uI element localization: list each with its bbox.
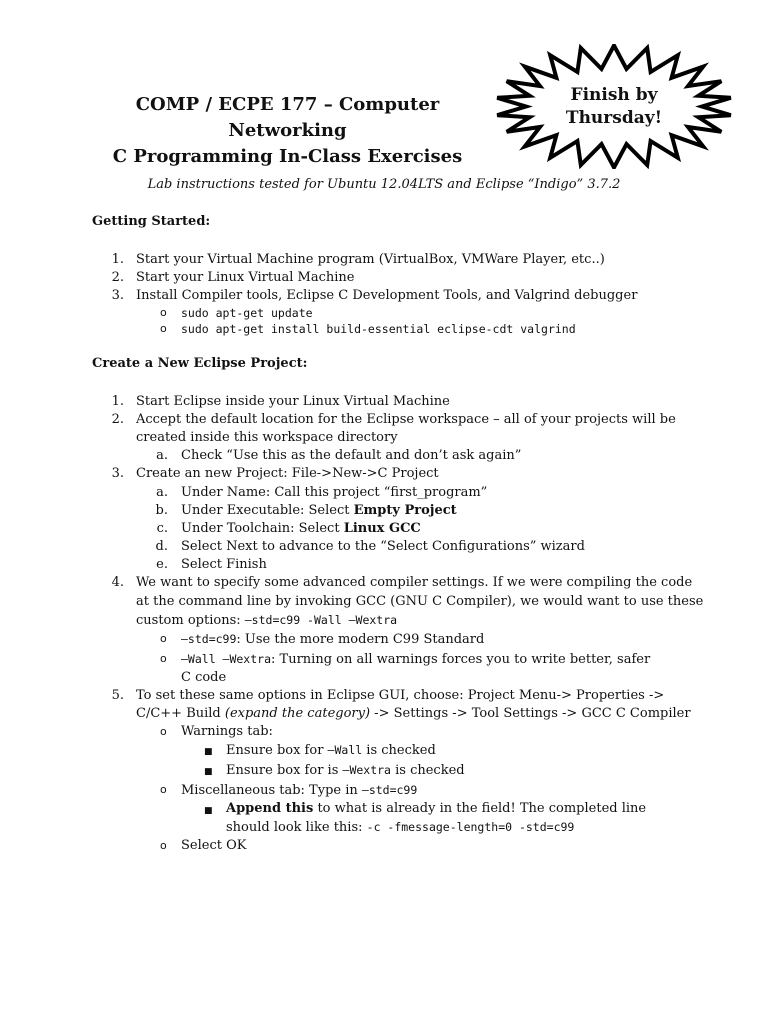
list-item-continuation xyxy=(136,611,397,630)
circle-bullet-icon: o xyxy=(160,652,167,665)
option-text: Select OK xyxy=(181,838,247,853)
code-text: –std=c99 -Wall –Wextra xyxy=(244,613,398,627)
text-run: : Turning on all warnings forces you to write better, safer xyxy=(271,652,651,667)
list-number: 3. xyxy=(111,288,124,303)
square-bullet-icon: ■ xyxy=(204,806,213,816)
deadline-line-2: Thursday! xyxy=(565,107,663,128)
deadline-text xyxy=(494,44,734,169)
text-run: is checked xyxy=(362,743,436,758)
sub-item-text: Select Next to advance to the “Select Configurations” wizard xyxy=(181,539,585,554)
circle-bullet-icon: o xyxy=(160,306,167,319)
square-bullet-icon: ■ xyxy=(204,747,213,757)
deadline-starburst xyxy=(494,44,734,169)
getting-started-heading: Getting Started: xyxy=(92,214,211,229)
bold-text: Empty Project xyxy=(353,503,457,518)
circle-bullet-icon: o xyxy=(160,725,167,738)
list-item-continuation: at the command line by invoking GCC (GNU C Compiler), we would want to use these xyxy=(136,594,704,609)
list-item-text: Start your Linux Virtual Machine xyxy=(136,270,355,285)
bullet-continuation xyxy=(226,818,574,837)
sub-item-text: Under Name: Call this project “first_program” xyxy=(181,485,488,500)
code-text: –Wall xyxy=(327,743,363,757)
create-project-heading: Create a New Eclipse Project: xyxy=(92,356,308,371)
bold-text: Linux GCC xyxy=(343,521,421,536)
bold-text: Append this xyxy=(226,801,314,816)
text-run: : Use the more modern C99 Standard xyxy=(236,632,485,647)
sub-letter: a. xyxy=(156,485,168,500)
list-item-continuation: created inside this workspace directory xyxy=(136,430,398,445)
text-run: should look like this: xyxy=(226,820,367,835)
sub-letter: a. xyxy=(156,448,168,463)
list-item-text: Accept the default location for the Eclipse workspace – all of your projects will be xyxy=(136,412,676,427)
text-run: is checked xyxy=(390,763,465,778)
sub-item-text: Select Finish xyxy=(181,557,267,572)
sub-item-text: Check “Use this as the default and don’t ask again” xyxy=(181,448,522,463)
option-continuation: C code xyxy=(181,670,227,685)
code-text: –Wextra xyxy=(342,763,391,777)
list-item-text: Start Eclipse inside your Linux Virtual Machine xyxy=(136,394,450,409)
text-run: Under Executable: Select xyxy=(181,503,354,518)
code-text: –std=c99 xyxy=(181,632,237,646)
list-number: 5. xyxy=(111,688,124,703)
italic-text: (expand the category) xyxy=(224,706,371,721)
list-number: 3. xyxy=(111,466,124,481)
list-number: 2. xyxy=(111,270,124,285)
sub-letter: d. xyxy=(155,539,168,554)
circle-bullet-icon: o xyxy=(160,783,167,796)
title-line-2: C Programming In-Class Exercises xyxy=(112,146,463,167)
text-run: C/C++ Build xyxy=(136,706,225,721)
text-run: Miscellaneous tab: Type in xyxy=(181,783,362,798)
sub-item-text xyxy=(181,520,421,538)
list-item-text: We want to specify some advanced compiler settings. If we were compiling the code xyxy=(136,575,693,590)
list-item-continuation xyxy=(136,705,691,723)
sub-letter: e. xyxy=(156,557,168,572)
text-run: Under Toolchain: Select xyxy=(181,521,344,536)
text-run: -> Settings -> Tool Settings -> GCC C Compiler xyxy=(370,706,691,721)
list-number: 2. xyxy=(111,412,124,427)
deadline-line-1: Finish by xyxy=(570,84,658,105)
text-run: Ensure box for is xyxy=(226,763,343,778)
circle-bullet-icon: o xyxy=(160,322,167,335)
title-line-1: COMP / ECPE 177 – Computer Networking xyxy=(135,94,440,141)
code-text: -c -fmessage-length=0 -std=c99 xyxy=(366,820,575,834)
square-bullet-icon: ■ xyxy=(204,767,213,777)
list-item-text: Create an new Project: File->New->C Project xyxy=(136,466,439,481)
sub-letter: b. xyxy=(155,503,168,518)
list-item-text: Install Compiler tools, Eclipse C Development Tools, and Valgrind debugger xyxy=(136,288,638,303)
list-number: 1. xyxy=(111,252,124,267)
circle-bullet-icon: o xyxy=(160,839,167,852)
text-run: custom options: xyxy=(136,613,245,628)
code-text: –std=c99 xyxy=(361,783,418,797)
document-title xyxy=(80,92,495,170)
circle-bullet-icon: o xyxy=(160,632,167,645)
command-text: sudo apt-get update xyxy=(181,306,313,320)
text-run: to what is already in the field! The completed line xyxy=(313,801,647,816)
command-text: sudo apt-get install build-essential eclipse-cdt valgrind xyxy=(181,322,576,336)
code-text: –Wall –Wextra xyxy=(181,652,272,666)
list-item-text: Start your Virtual Machine program (VirtualBox, VMWare Player, etc..) xyxy=(136,252,605,267)
list-number: 1. xyxy=(111,394,124,409)
sub-letter: c. xyxy=(156,521,168,536)
subtitle: Lab instructions tested for Ubuntu 12.04LTS and Eclipse “Indigo” 3.7.2 xyxy=(147,177,621,192)
text-run: Ensure box for xyxy=(226,743,328,758)
option-text: Warnings tab: xyxy=(181,724,273,739)
sub-item-text xyxy=(181,502,457,520)
list-number: 4. xyxy=(111,575,124,590)
list-item-text: To set these same options in Eclipse GUI, choose: Project Menu-> Properties -> xyxy=(136,688,665,703)
